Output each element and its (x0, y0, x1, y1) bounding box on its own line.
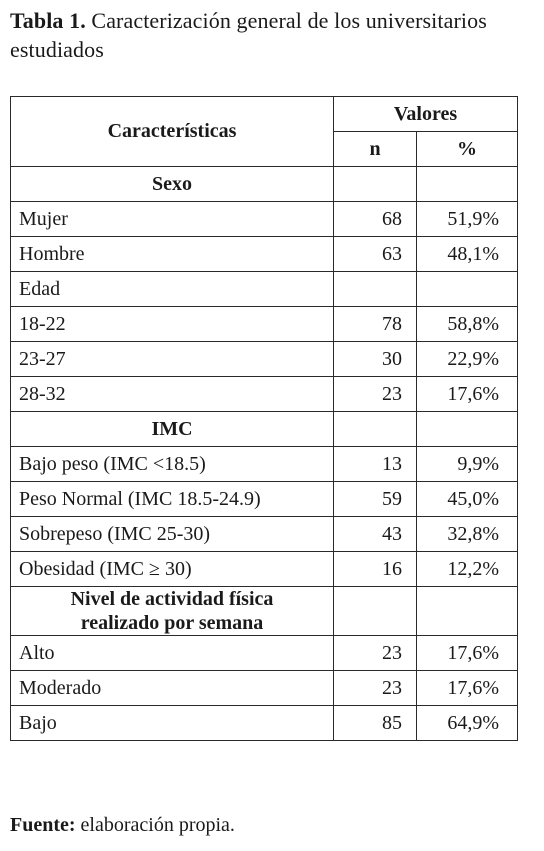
row-label: 18-22 (11, 307, 334, 342)
source-text: elaboración propia. (80, 814, 235, 836)
cell-percent (417, 412, 518, 447)
section-heading-line: realizado por semana (80, 612, 264, 634)
cell-percent: 58,8% (417, 307, 518, 342)
cell-n: 78 (334, 307, 417, 342)
cell-n: 23 (334, 671, 417, 706)
cell-percent (417, 272, 518, 307)
row-label: Bajo peso (IMC <18.5) (11, 447, 334, 482)
table-row (11, 447, 518, 482)
row-label: Obesidad (IMC ≥ 30) (11, 552, 334, 587)
header-n: n (334, 132, 417, 167)
cell-percent: 12,2% (417, 552, 518, 587)
table-row (11, 636, 518, 671)
cell-percent: 22,9% (417, 342, 518, 377)
cell-percent: 17,6% (417, 377, 518, 412)
section-heading-line: Nivel de actividad física (70, 588, 274, 610)
row-label: Alto (11, 636, 334, 671)
cell-percent: 51,9% (417, 202, 518, 237)
cell-percent (417, 587, 518, 636)
row-label: Mujer (11, 202, 334, 237)
cell-n: 43 (334, 517, 417, 552)
header-percent: % (417, 132, 518, 167)
table-body (11, 167, 518, 741)
section-heading: IMC (11, 412, 334, 447)
table-row (11, 167, 518, 202)
table-row (11, 587, 518, 636)
cell-n: 23 (334, 377, 417, 412)
table-source (10, 814, 235, 837)
source-label: Fuente: (10, 814, 76, 836)
table-row (11, 482, 518, 517)
cell-n (334, 167, 417, 202)
table-row (11, 552, 518, 587)
table-row (11, 272, 518, 307)
caption-label: Tabla 1. (10, 8, 86, 33)
cell-n (334, 272, 417, 307)
cell-percent: 17,6% (417, 636, 518, 671)
table-row (11, 237, 518, 272)
cell-percent: 48,1% (417, 237, 518, 272)
row-label: Edad (11, 272, 334, 307)
table-row (11, 377, 518, 412)
cell-n: 13 (334, 447, 417, 482)
table-caption (10, 6, 530, 64)
cell-n: 63 (334, 237, 417, 272)
cell-n: 16 (334, 552, 417, 587)
table-row (11, 706, 518, 741)
row-label: Peso Normal (IMC 18.5-24.9) (11, 482, 334, 517)
row-label: 23-27 (11, 342, 334, 377)
table-row (11, 342, 518, 377)
caption-text: Caracterización general de los universitarios estudiados (10, 8, 487, 62)
cell-n: 23 (334, 636, 417, 671)
table-row (11, 412, 518, 447)
cell-n: 30 (334, 342, 417, 377)
table-row (11, 202, 518, 237)
cell-percent: 64,9% (417, 706, 518, 741)
cell-n: 59 (334, 482, 417, 517)
cell-n (334, 587, 417, 636)
row-label: Sobrepeso (IMC 25-30) (11, 517, 334, 552)
header-values-group: Valores (334, 97, 518, 132)
cell-percent (417, 167, 518, 202)
table-row (11, 671, 518, 706)
characterization-table (10, 96, 518, 741)
row-label: 28-32 (11, 377, 334, 412)
cell-n: 85 (334, 706, 417, 741)
header-characteristics: Características (11, 97, 334, 167)
cell-percent: 17,6% (417, 671, 518, 706)
cell-percent: 32,8% (417, 517, 518, 552)
table-row (11, 517, 518, 552)
section-heading: Sexo (11, 167, 334, 202)
cell-percent: 9,9% (417, 447, 518, 482)
cell-percent: 45,0% (417, 482, 518, 517)
cell-n (334, 412, 417, 447)
row-label: Hombre (11, 237, 334, 272)
row-label: Moderado (11, 671, 334, 706)
cell-n: 68 (334, 202, 417, 237)
section-heading (11, 587, 334, 636)
row-label: Bajo (11, 706, 334, 741)
table-row (11, 307, 518, 342)
